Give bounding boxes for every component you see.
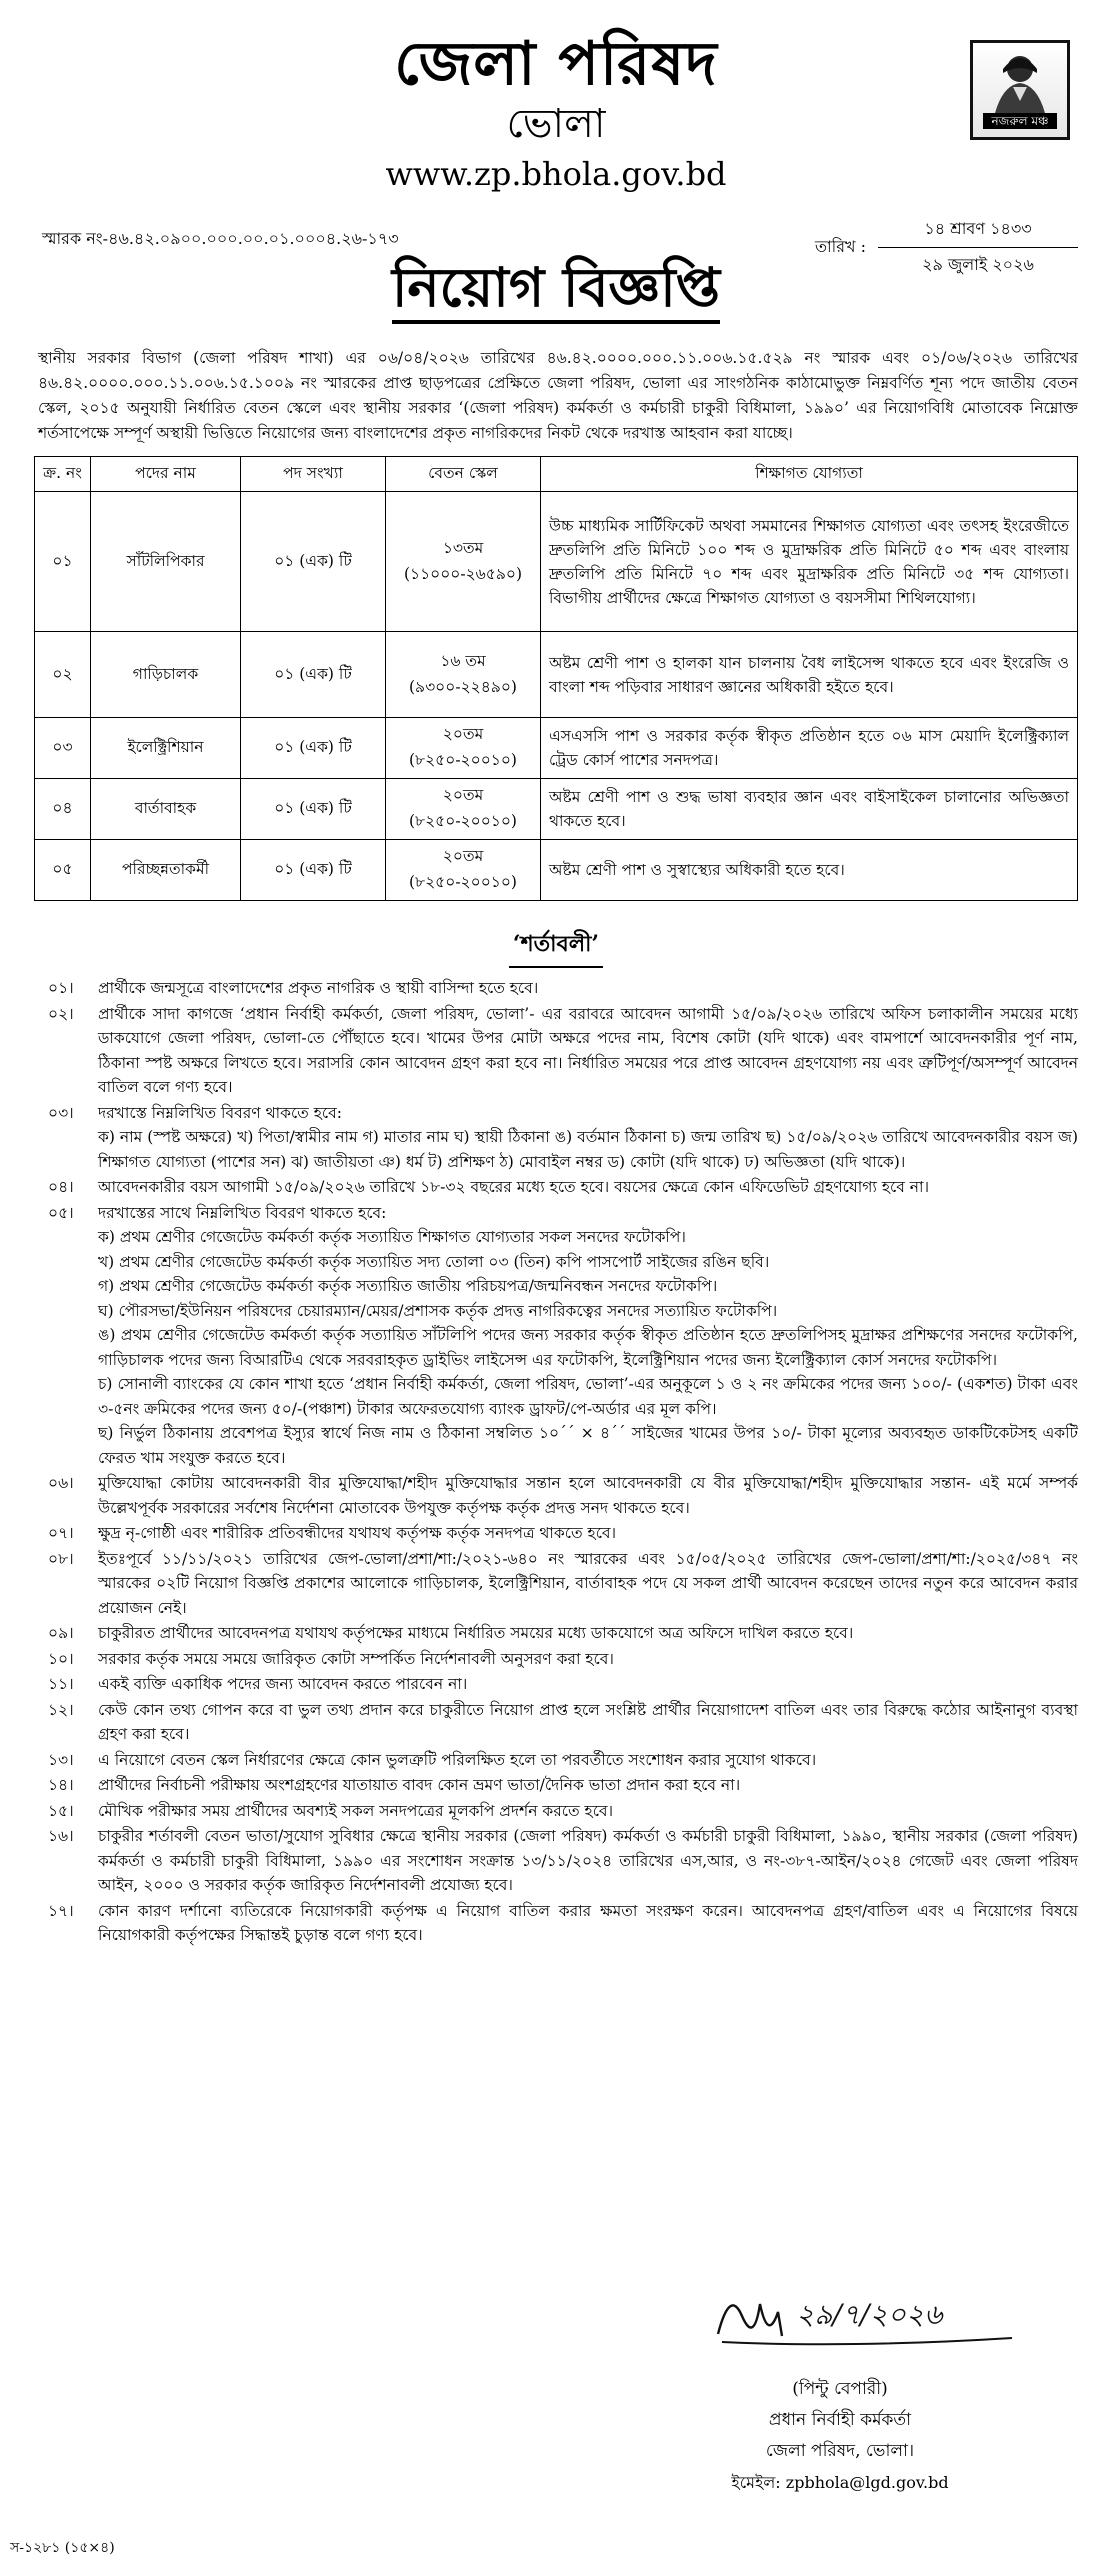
signature-icon — [712, 2282, 1032, 2352]
condition-number: ১৩। — [48, 1750, 74, 1769]
row-scale-range: (৮২৫০-২০০১০) — [409, 873, 517, 891]
condition-item — [34, 1547, 1078, 1621]
condition-text: কোন কারণ দর্শানো ব্যতিরেকে নিয়োগকারী কর্তৃপক্ষ এ নিয়োগ বাতিল করার ক্ষমতা সংরক্ষণ করেন। আবেদনপত্র গ্রহণ/বাতিল এবং এ নিয়োগের বিষয়ে নিয়োগকারী কর্তৃপক্ষের সিদ্ধান্তই চুড়ান্ত বলে গণ্য হবে। — [98, 1901, 1078, 1944]
date-box — [815, 212, 1078, 283]
condition-text: একই ব্যক্তি একাধিক পদের জন্য আবেদন করতে পারবেন না। — [98, 1675, 468, 1693]
condition-item — [34, 1799, 1078, 1824]
header-qualification: শিক্ষাগত যোগ্যতা — [541, 457, 1078, 492]
condition-number: ১৫। — [48, 1801, 74, 1820]
row-qualification: অষ্টম শ্রেণী পাশ ও সুস্বাস্থ্যের অধিকারী হতে হবে। — [541, 840, 1078, 901]
date-values — [878, 212, 1078, 283]
header-post: পদের নাম — [91, 457, 241, 492]
memo-row — [34, 204, 1078, 298]
row-count: ০১ (এক) টি — [241, 718, 386, 779]
row-count: ০১ (এক) টি — [241, 779, 386, 840]
condition-number: ১৬। — [48, 1827, 74, 1845]
condition-text: প্রার্থীকে জন্মসূত্রে বাংলাদেশের প্রকৃত নাগরিক ও স্থায়ী বাসিন্দা হতে হবে। — [98, 979, 539, 997]
intro-paragraph: স্থানীয় সরকার বিভাগ (জেলা পরিষদ শাখা) এর ০৬/০৪/২০২৬ তারিখের ৪৬.৪২.০০০০.০০০.১১.০০৬.১৫.৫২৯ নং স্মারক এবং ০১/০৬/২০২৬ তারিখের ৪৬.৪২.০০০০.০০০.১১.০০৬.১৫.১০০৯ নং স্মারকের প্রাপ্ত ছাড়পত্রের প্রেক্ষিতে জেলা পরিষদ, ভোলা এর সাংগঠনিক কাঠামোভুক্ত নিম্নবর্ণিত শূন্য পদে জাতীয় বেতন স্কেল, ২০১৫ অনুযায়ী নির্ধারিত বেতন স্কেলে এবং স্থানীয় সরকার ‘(জেলা পরিষদ) কর্মকর্তা ও কর্মচারী চাকুরী বিধিমালা, ১৯৯০’ এর নিয়োগবিধি মোতাবেক নিম্নোক্ত শর্তসাপেক্ষে সম্পূর্ণ অস্থায়ী ভিত্তিতে নিয়োগের জন্য বাংলাদেশের প্রকৃত নাগরিকদের নিকট থেকে দরখাস্ত আহবান করা যাচ্ছে। — [38, 349, 1078, 442]
condition-subtext: খ) প্রথম শ্রেণীর গেজেটেড কর্মকর্তা কর্তৃক সত্যায়িত সদ্য তোলা ০৩ (তিন) কপি পাসপোর্ট সাইজের রঙিন ছবি। — [98, 1252, 770, 1271]
poet-portrait-logo — [970, 40, 1070, 140]
row-scale — [386, 718, 541, 779]
signature-date: ২৯/৭/২০২৬ — [796, 2298, 943, 2331]
table-row — [35, 632, 1078, 718]
row-grade: ২০তম — [442, 725, 484, 743]
row-grade: ১৬ তম — [440, 651, 486, 670]
row-scale — [386, 492, 541, 632]
condition-item — [34, 1175, 1078, 1200]
row-scale-range: (৯৩০০-২২৪৯০) — [409, 677, 517, 696]
condition-subtext: ঘ) পৌরসভা/ইউনিয়ন পরিষদের চেয়ারম্যান/মেয়র/প্রশাসক কর্তৃক প্রদত্ত নাগরিকত্বের সনদের সত্যায়িত ফটোকপি। — [98, 1301, 778, 1320]
condition-text: আবেদনকারীর বয়স আগামী ১৫/০৯/২০২৬ তারিখে ১৮-৩২ বছরের মধ্যে হতে হবে। বয়সের ক্ষেত্রে কোন এফিডেভিট গ্রহণযোগ্য হবে না। — [98, 1178, 930, 1196]
condition-text: সরকার কর্তৃক সময়ে সময়ে জারিকৃত কোটা সম্পর্কিত নির্দেশনাবলী অনুসরণ করা হবে। — [98, 1649, 614, 1668]
row-grade: ২০তম — [442, 786, 484, 804]
table-row — [35, 718, 1078, 779]
condition-item — [34, 1621, 1078, 1646]
row-count: ০১ (এক) টি — [241, 492, 386, 632]
condition-text: চাকুরীরত প্রার্থীদের আবেদনপত্র যথাযথ কর্তৃপক্ষের মাধ্যমে নির্ধারিত সময়ের মধ্যে ডাকযোগে অত্র অফিসে দাখিল করতে হবে। — [98, 1624, 854, 1642]
condition-number: ১৭। — [48, 1901, 74, 1920]
office-district: ভোলা — [506, 101, 606, 147]
row-serial: ০২ — [35, 632, 91, 718]
condition-item — [34, 1471, 1078, 1520]
row-post: গাড়িচালক — [91, 632, 241, 718]
row-post: বার্তাবাহক — [91, 779, 241, 840]
header-scale: বেতন স্কেল — [386, 457, 541, 492]
conditions-list — [34, 976, 1078, 1948]
condition-item — [34, 1698, 1078, 1747]
signatory-email: ইমেইল: zpbhola@lgd.gov.bd — [731, 2473, 949, 2492]
letterhead — [34, 0, 1078, 193]
row-grade: ১৩তম — [442, 538, 484, 557]
condition-item — [34, 1647, 1078, 1672]
conditions-heading — [34, 927, 1078, 968]
row-serial: ০৪ — [35, 779, 91, 840]
condition-item — [34, 1101, 1078, 1175]
office-title: জেলা পরিষদ — [394, 29, 718, 99]
condition-number: ১৪। — [48, 1776, 74, 1794]
header-serial: ক্র. নং — [35, 457, 91, 492]
row-serial: ০৩ — [35, 718, 91, 779]
condition-number: ০৬। — [48, 1474, 74, 1492]
office-website: www.zp.bhola.gov.bd — [385, 155, 727, 193]
table-row — [35, 492, 1078, 632]
condition-number: ০৪। — [48, 1178, 74, 1196]
row-qualification: অষ্টম শ্রেণী পাশ ও হালকা যান চালনায় বৈধ লাইসেন্স থাকতে হবে এবং ইংরেজি ও বাংলা শব্দ পড়িবার সাধারণ জ্ঞানের অধিকারী হইতে হবে। — [541, 632, 1078, 718]
vacancy-table — [34, 456, 1078, 901]
table-row — [35, 840, 1078, 901]
condition-text: এ নিয়োগে বেতন স্কেল নির্ধারণের ক্ষেত্রে কোন ভুলত্রুটি পরিলক্ষিত হলে তা পরবর্তীতে সংশোধন করার সুযোগ থাকবে। — [98, 1750, 817, 1769]
condition-text: প্রার্থীদের নির্বাচনী পরীক্ষায় অংশগ্রহণের যাতায়াত বাবদ কোন ভ্রমণ ভাতা/দৈনিক ভাতা প্রদান করা হবে না। — [98, 1776, 741, 1794]
memo-number: স্মারক নং-৪৬.৪২.০৯০০.০০০.০০.০১.০০০৪.২৬-১৭৩ — [42, 229, 399, 248]
condition-item — [34, 1521, 1078, 1546]
handwritten-signature — [712, 2282, 1032, 2352]
condition-item — [34, 1773, 1078, 1798]
row-serial: ০১ — [35, 492, 91, 632]
condition-text: ক্ষুদ্র নৃ-গোষ্ঠী এবং শারীরিক প্রতিবন্ধীদের যথাযথ কর্তৃপক্ষ কর্তৃক সনদপত্র থাকতে হবে। — [98, 1524, 617, 1542]
date-bangla: ১৪ শ্রাবণ ১৪৩৩ — [878, 212, 1078, 248]
condition-text: মৌখিক পরীক্ষার সময় প্রার্থীদের অবশ্যই সকল সনদপত্রের মূলকপি প্রদর্শন করতে হবে। — [98, 1801, 614, 1820]
row-post: ইলেক্ট্রিশিয়ান — [91, 718, 241, 779]
condition-text: চাকুরীর শর্তাবলী বেতন ভাতা/সুযোগ সুবিধার ক্ষেত্রে স্থানীয় সরকার (জেলা পরিষদ) কর্মকর্তা ও কর্মচারী চাকুরী বিধিমালা, ১৯৯০, স্থানীয় সরকার (জেলা পরিষদ) কর্মকর্তা ও কর্মচারী চাকুরী বিধিমালা, ১৯৯০ এর সংশোধন সংক্রান্ত ১৩/১১/২০২৪ তারিখের এস,আর, ও নং-৩৮৭-আইন/২০২৪ গেজেট এবং জেলা পরিষদ আইন, ২০০০ ও সরকার কর্তৃক জারিকৃত নির্দেশনাবলী প্রযোজ্য হবে। — [98, 1827, 1078, 1894]
signatory-block — [690, 2374, 990, 2498]
row-qualification: উচ্চ মাধ্যমিক সার্টিফিকেট অথবা সমমানের শিক্ষাগত যোগ্যতা এবং তৎসহ ইংরেজীতে দ্রুতলিপি প্রতি মিনিটে ১০০ শব্দ ও মুদ্রাক্ষরিক প্রতি মিনিটে ৫০ শব্দ এবং বাংলায় দ্রুতলিপি প্রতি মিনিটে ৭০ শব্দ এবং মুদ্রাক্ষরিক প্রতি মিনিটে ৩৫ শব্দ যোগ্যতা। বিভাগীয় প্রার্থীদের ক্ষেত্রে শিক্ষাগত যোগ্যতা ও বয়সসীমা শিথিলযোগ্য। — [541, 492, 1078, 632]
date-english: ২৯ জুলাই ২০২৬ — [922, 255, 1034, 274]
condition-item — [34, 1748, 1078, 1773]
condition-item — [34, 1672, 1078, 1697]
row-scale — [386, 840, 541, 901]
condition-text: ইতঃপূর্বে ১১/১১/২০২১ তারিখের জেপ-ভোলা/প্রশা/শা:/২০২১-৬৪০ নং স্মারকের এবং ১৫/০৫/২০২৫ তারিখের জেপ-ভোলা/প্রশা/শা:/২০২৫/৩৪৭ নং স্মারকের ০২টি নিয়োগ বিজ্ঞপ্তি প্রকাশের আলোকে গাড়িচালক, ইলেক্ট্রিশিয়ান, বার্তাবাহক পদে যে সকল প্রার্থী আবেদন করেছেন তাদের নতুন করে আবেদন করার প্রয়োজন নেই। — [98, 1549, 1078, 1617]
condition-item — [34, 976, 1078, 1001]
conditions-title: ‘শর্তাবলী’ — [509, 927, 603, 968]
footer-code: স-১২৮১ (১৫×৪) — [10, 2540, 115, 2556]
signatory-office: জেলা পরিষদ, ভোলা। — [765, 2441, 915, 2461]
condition-item — [34, 1824, 1078, 1898]
row-count: ০১ (এক) টি — [241, 632, 386, 718]
condition-number: ০৮। — [48, 1549, 74, 1568]
row-post: পরিচ্ছন্নতাকর্মী — [91, 840, 241, 901]
condition-number: ১০। — [48, 1649, 74, 1668]
row-scale-range: (৮২৫০-২০০১০) — [409, 812, 517, 830]
header-count: পদ সংখ্যা — [241, 457, 386, 492]
condition-subtext: ঙ) প্রথম শ্রেণীর গেজেটেড কর্মকর্তা কর্তৃক সত্যায়িত সাঁটলিপি পদের জন্য সরকার কর্তৃক স্বীকৃত প্রতিষ্ঠান হতে দ্রুতলিপিসহ মুদ্রাক্ষর প্রশিক্ষণের সনদের ফটোকপি, গাড়িচালক পদের জন্য বিআরটিএ থেকে সরবরাহকৃত ড্রাইভিং লাইসেন্স এর ফটোকপি, ইলেক্ট্রিশিয়ান পদের জন্য ইলেক্ট্রিক্যাল কোর্স সনদের ফটোকপি। — [98, 1326, 1078, 1369]
condition-text: প্রার্থীকে সাদা কাগজে ‘প্রধান নির্বাহী কর্মকর্তা, জেলা পরিষদ, ভোলা’- এর বরাবরে আবেদন আগামী ১৫/০৯/২০২৬ তারিখে অফিস চলাকালীন সময়ের মধ্যে ডাকযোগে জেলা পরিষদ, ভোলা-তে পৌঁছাতে হবে। খামের উপর মোটা অক্ষরে পদের নাম, বিশেষ কোটা (যদি থাকে) এবং বামপার্শে আবেদনকারীর পূর্ণ নাম, ঠিকানা স্পষ্ট অক্ষরে লিখতে হবে। সরাসরি কোন আবেদন গ্রহণ করা হবে না। নির্ধারিত সময়ের পরে প্রাপ্ত আবেদন গ্রহণযোগ্য নয় এবং ত্রুটিপূর্ণ/অসম্পূর্ণ আবেদন বাতিল বলে গণ্য হবে। — [98, 1004, 1078, 1096]
condition-number: ১১। — [48, 1675, 74, 1693]
row-grade: ২০তম — [442, 847, 484, 865]
condition-number: ১২। — [48, 1700, 74, 1719]
table-header-row — [35, 457, 1078, 492]
condition-text: দরখাস্তের সাথে নিম্নলিখিত বিবরণ থাকতে হবে: — [98, 1203, 387, 1222]
row-qualification: অষ্টম শ্রেণী পাশ ও শুদ্ধ ভাষা ব্যবহার জ্ঞান এবং বাইসাইকেল চালানোর অভিজ্ঞতা থাকতে হবে। — [541, 779, 1078, 840]
row-count: ০১ (এক) টি — [241, 840, 386, 901]
condition-number: ০৩। — [48, 1103, 74, 1122]
condition-item — [34, 1899, 1078, 1948]
row-scale — [386, 632, 541, 718]
condition-number: ০২। — [48, 1004, 74, 1023]
row-serial: ০৫ — [35, 840, 91, 901]
condition-item — [34, 1201, 1078, 1471]
table-row — [35, 779, 1078, 840]
condition-number: ০৫। — [48, 1203, 74, 1222]
condition-text: দরখাস্তে নিম্নলিখিত বিবরণ থাকতে হবে: — [98, 1103, 342, 1122]
date-label: তারিখ : — [814, 237, 866, 256]
condition-item — [34, 1002, 1078, 1100]
condition-subtext: ছ) নির্ভুল ঠিকানায় প্রবেশপত্র ইস্যুর স্বার্থে নিজ নাম ও ঠিকানা সম্বলিত ১০´´ × ৪´´ সাইজের খামের উপর ১০/- টাকা মূল্যের অব্যবহৃত ডাকটিকেটসহ একটি ফেরত খাম সংযুক্ত করতে হবে। — [98, 1424, 1078, 1467]
signatory-designation: প্রধান নির্বাহী কর্মকর্তা — [768, 2410, 912, 2430]
notice-title: নিয়োগ বিজ্ঞপ্তি — [392, 260, 720, 324]
condition-text: মুক্তিযোদ্ধা কোটায় আবেদনকারী বীর মুক্তিযোদ্ধা/শহীদ মুক্তিযোদ্ধার সন্তান হলে আবেদনকারী যে বীর মুক্তিযোদ্ধা/শহীদ মুক্তিযোদ্ধার সন্তান- এই মর্মে সম্পর্ক উল্লেখপূর্বক সরকারের সর্বশেষ নির্দেশনা মোতাবেক উপযুক্ত কর্তৃপক্ষ কর্তৃক প্রদত্ত সনদ থাকতে হবে। — [98, 1474, 1078, 1517]
condition-number: ০৯। — [48, 1624, 74, 1642]
condition-number: ০১। — [48, 979, 74, 997]
condition-subtext: ক) প্রথম শ্রেণীর গেজেটেড কর্মকর্তা কর্তৃক সত্যায়িত শিক্ষাগত যোগ্যতার সকল সনদের ফটোকপি। — [98, 1228, 686, 1246]
condition-subtext: চ) সোনালী ব্যাংকের যে কোন শাখা হতে ‘প্রধান নির্বাহী কর্মকর্তা, জেলা পরিষদ, ভোলা’-এর অনুকূলে ১ ও ২ নং ক্রমিকের পদের জন্য ১০০/- (একশত) টাকা এবং ৩-৫নং ক্রমিকের পদের জন্য ৫০/-(পঞ্চাশ) টাকার অফেরতযোগ্য ব্যাংক ড্রাফট/পে-অর্ডার এর মূল কপি। — [98, 1375, 1078, 1418]
row-post: সাঁটলিপিকার — [91, 492, 241, 632]
row-scale — [386, 779, 541, 840]
condition-subtext: গ) প্রথম শ্রেণীর গেজেটেড কর্মকর্তা কর্তৃক সত্যায়িত জাতীয় পরিচয়পত্র/জন্মনিবন্ধন সনদের ফটোকপি। — [98, 1277, 718, 1295]
logo-label: নজরুল মঞ্চ — [983, 113, 1057, 129]
row-scale-range: (১১০০০-২৬৫৯০) — [403, 564, 523, 583]
condition-text: কেউ কোন তথ্য গোপন করে বা ভুল তথ্য প্রদান করে চাকুরীতে নিয়োগ প্রাপ্ত হলে সংশ্লিষ্ট প্রার্থীর নিয়োগাদেশ বাতিল এবং তার বিরুদ্ধে কঠোর আইনানুগ ব্যবস্থা গ্রহণ করা হবে। — [98, 1700, 1078, 1743]
signatory-name: (পিন্টু বেপারী) — [792, 2379, 888, 2399]
row-scale-range: (৮২৫০-২০০১০) — [409, 751, 517, 769]
condition-subtext: ক) নাম (স্পষ্ট অক্ষরে) খ) পিতা/স্বামীর নাম গ) মাতার নাম ঘ) স্থায়ী ঠিকানা ঙ) বর্তমান ঠিকানা চ) জন্ম তারিখ ছ) ১৫/০৯/২০২৬ তারিখে আবেদনকারীর বয়স জ) শিক্ষাগত যোগ্যতা (পাশের সন) ঝ) জাতীয়তা ঞ) ধর্ম ট) প্রশিক্ষণ ঠ) মোবাইল নম্বর ড) কোটা (যদি থাকে) ঢ) অভিজ্ঞতা (যদি থাকে)। — [98, 1128, 1078, 1171]
condition-number: ০৭। — [48, 1524, 74, 1542]
row-qualification: এসএসসি পাশ ও সরকার কর্তৃক স্বীকৃত প্রতিষ্ঠান হতে ০৬ মাস মেয়াদি ইলেক্ট্রিক্যাল ট্রেড কোর্স পাশের সনদপত্র। — [541, 718, 1078, 779]
